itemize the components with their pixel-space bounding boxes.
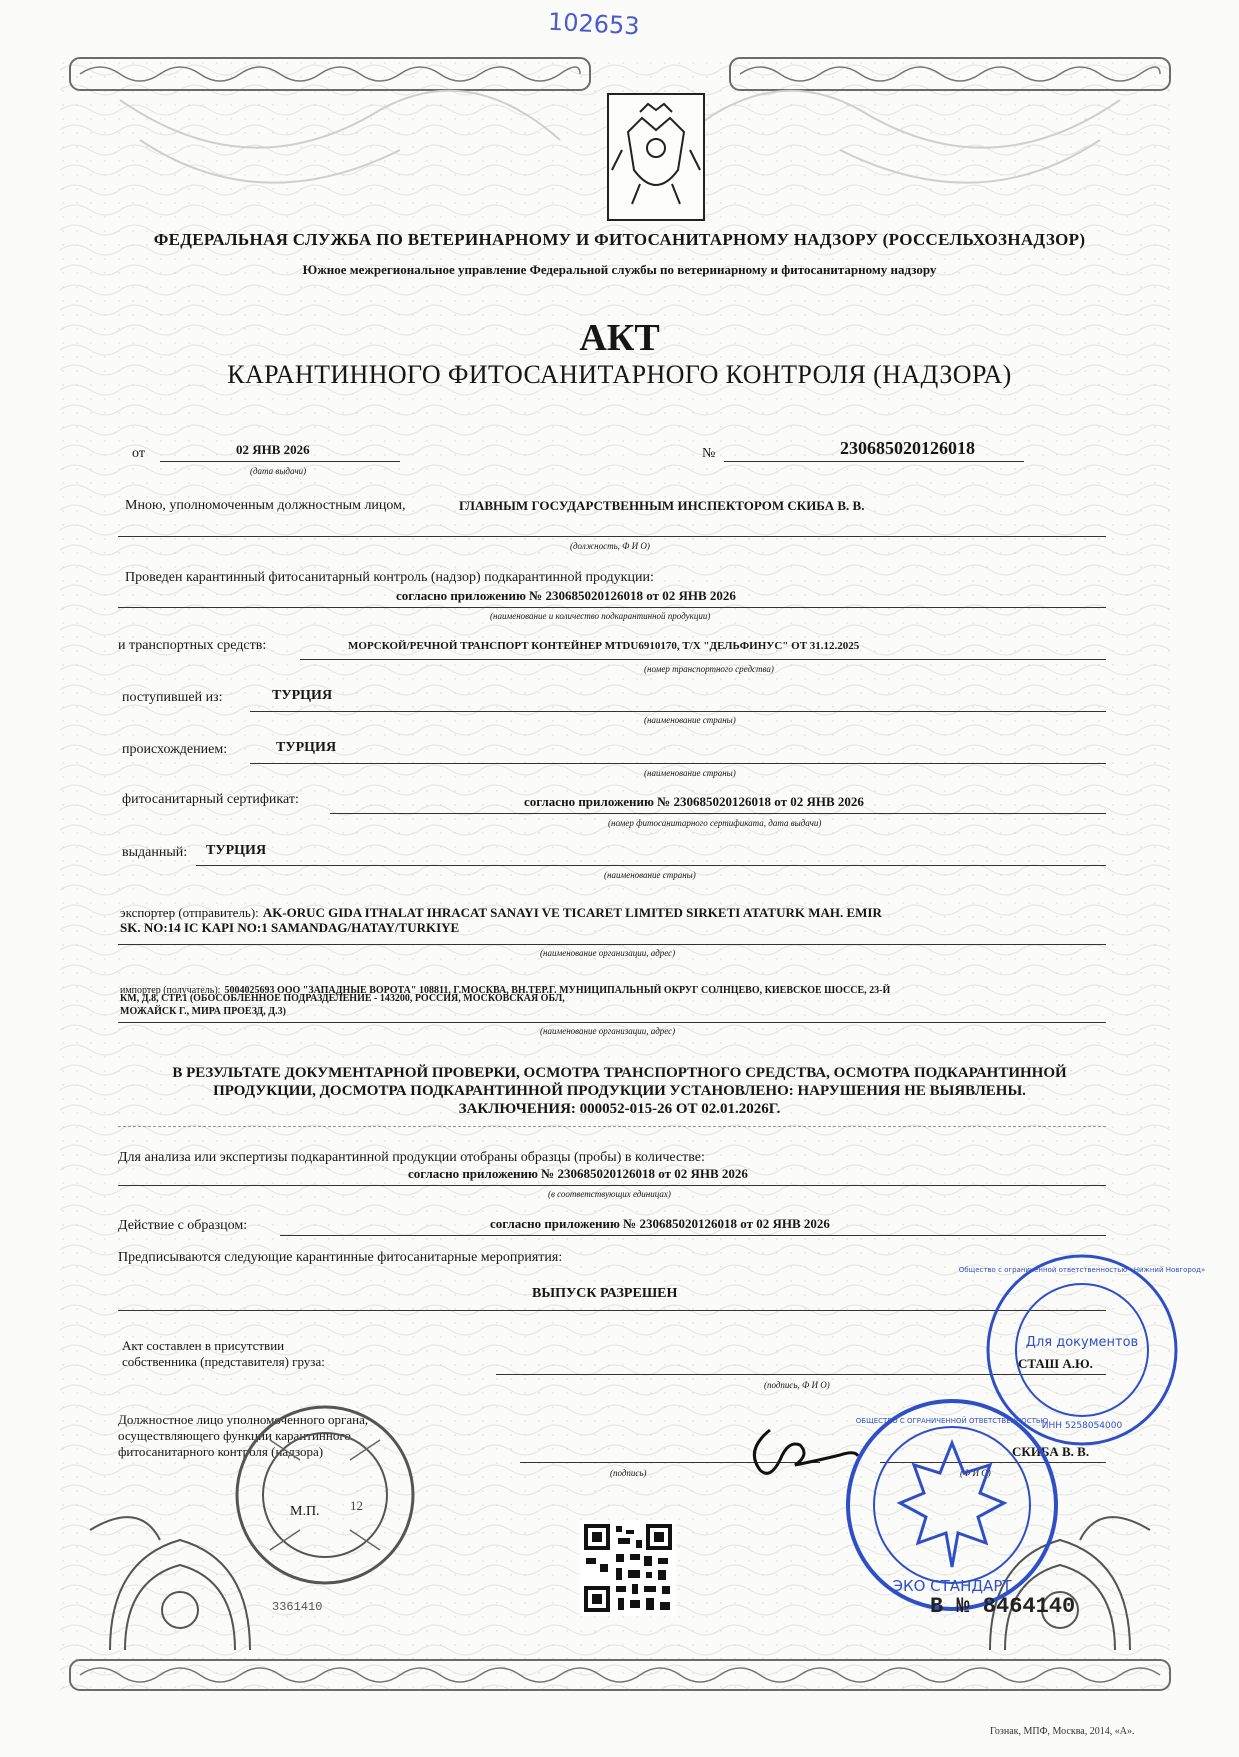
- presence-line2: собственника (представителя) груза:: [122, 1354, 325, 1369]
- date-prefix: от: [132, 446, 145, 461]
- official-value: ГЛАВНЫМ ГОСУДАРСТВЕННЫМ ИНСПЕКТОРОМ СКИБА В. В.: [459, 498, 865, 513]
- official-line1: Должностное лицо уполномоченного органа,: [118, 1412, 369, 1427]
- importer-line3: МОЖАЙСК Г., МИРА ПРОЕЗД, Д.3): [120, 1006, 286, 1017]
- importer-line2: КМ, Д.8, СТР.1 (ОБОСОБЛЕННОЕ ПОДРАЗДЕЛЕНИЕ - 143200, РОССИЯ, МОСКОВСКАЯ ОБЛ,: [120, 993, 565, 1004]
- rsn-round-stamp: [230, 1400, 420, 1590]
- official-name: СКИБА В. В.: [1012, 1444, 1090, 1459]
- control-caption: (наименование и количество подкарантинной продукции): [490, 611, 711, 621]
- certificate-value: согласно приложению № 230685020126018 от 02 ЯНВ 2026: [524, 794, 864, 809]
- issued-label: выданный:: [122, 845, 188, 860]
- qr-code: [580, 1520, 676, 1616]
- measures-value: ВЫПУСК РАЗРЕШЕН: [532, 1286, 678, 1301]
- exporter-label: экспортер (отправитель):: [120, 905, 259, 920]
- date-caption: (дата выдачи): [250, 466, 307, 476]
- blue-stamp-center: Для документов: [1025, 1335, 1139, 1350]
- origin-label: происхождением:: [122, 742, 228, 757]
- issued-value: ТУРЦИЯ: [206, 843, 267, 858]
- result-line1: В РЕЗУЛЬТАТЕ ДОКУМЕНТАРНОЙ ПРОВЕРКИ, ОСМОТРА ТРАНСПОРТНОГО СРЕДСТВА, ОСМОТРА ПОДКАРАНТИННОЙ: [172, 1065, 1067, 1081]
- transport-caption: (номер транспортного средства): [644, 664, 774, 674]
- sample-action-label: Действие с образцом:: [118, 1218, 248, 1233]
- printer-info: Гознак, МПФ, Москва, 2014, «А».: [990, 1726, 1135, 1737]
- official-line3: фитосанитарного контроля (надзора): [118, 1444, 324, 1459]
- importer-label: импортер (получатель):: [120, 985, 221, 996]
- sample-action-value: согласно приложению № 230685020126018 от 02 ЯНВ 2026: [490, 1216, 830, 1231]
- official-label: Мною, уполномоченным должностным лицом,: [125, 498, 406, 513]
- rsn-stamp-number: 12: [350, 1498, 363, 1513]
- measures-label: Предписываются следующие карантинные фитосанитарные мероприятия:: [118, 1250, 563, 1265]
- agency-name: ФЕДЕРАЛЬНАЯ СЛУЖБА ПО ВЕТЕРИНАРНОМУ И ФИТОСАНИТАРНОМУ НАДЗОРУ (РОССЕЛЬХОЗНАДЗОР): [153, 230, 1086, 249]
- importer-line1: 5004025693 ООО "ЗАПАДНЫЕ ВОРОТА" 108811, Г.МОСКВА, ВН.ТЕР.Г. МУНИЦИПАЛЬНЫЙ ОКРУГ СОЛНЦЕВО, КИЕВСКОЕ ШОССЕ, 23-Й: [224, 985, 891, 996]
- small-form-number: 3361410: [272, 1600, 323, 1614]
- act-title: АКТ: [579, 317, 660, 359]
- eco-stamp-text: ОБЩЕСТВО С ОГРАНИЧЕННОЙ ОТВЕТСТВЕННОСТЬЮ: [855, 1417, 1049, 1425]
- maple-leaf-icon: [900, 1443, 1004, 1567]
- transport-value: МОРСКОЙ/РЕЧНОЙ ТРАНСПОРТ КОНТЕЙНЕР MTDU6910170, Т/Х "ДЕЛЬФИНУС" ОТ 31.12.2025: [348, 640, 860, 652]
- samples-label: Для анализа или экспертизы подкарантинной продукции отобраны образцы (пробы) в количестве:: [118, 1150, 705, 1165]
- result-line2: ПРОДУКЦИИ, ДОСМОТРА ПОДКАРАНТИННОЙ ПРОДУКЦИИ УСТАНОВЛЕНО: НАРУШЕНИЯ НЕ ВЫЯВЛЕНЫ.: [213, 1083, 1026, 1099]
- presence-line1: Акт составлен в присутствии: [122, 1338, 285, 1353]
- form-series-number: В № 8464140: [930, 1594, 1076, 1619]
- eco-standard-stamp: [842, 1395, 1062, 1615]
- origin-value: ТУРЦИЯ: [276, 740, 337, 755]
- origin-caption: (наименование страны): [644, 768, 736, 778]
- result-line3: ЗАКЛЮЧЕНИЯ: 000052-015-26 ОТ 02.01.2026Г.: [458, 1101, 781, 1117]
- number-label: №: [702, 446, 716, 461]
- blue-stamp-text: Общество с ограниченной ответственностью «Нижний Новгород»: [958, 1266, 1206, 1274]
- blue-stamp-inn: ИНН 5258054000: [1041, 1421, 1123, 1431]
- importer-caption: (наименование организации, адрес): [540, 1026, 676, 1036]
- from-label: поступившей из:: [122, 690, 223, 705]
- agency-division: Южное межрегиональное управление Федеральной службы по ветеринарному и фитосанитарному надзору: [302, 262, 937, 277]
- handwritten-number: 102653: [547, 7, 641, 41]
- certificate-caption: (номер фитосанитарного сертификата, дата выдачи): [608, 818, 822, 828]
- eco-stamp-name: ЭКО СТАНДАРТ: [892, 1577, 1012, 1595]
- coat-of-arms-emblem: [608, 94, 704, 220]
- act-number: 230685020126018: [840, 438, 975, 458]
- exporter-caption: (наименование организации, адрес): [540, 948, 676, 958]
- fio-caption: (Ф И О): [960, 1468, 991, 1478]
- act-date: 02 ЯНВ 2026: [236, 442, 310, 457]
- from-caption: (наименование страны): [644, 715, 736, 725]
- signature-caption: (подпись): [610, 1468, 647, 1478]
- issued-caption: (наименование страны): [604, 870, 696, 880]
- presence-caption: (подпись, Ф И О): [764, 1380, 830, 1390]
- official-caption: (должность, Ф И О): [570, 541, 650, 551]
- samples-value: согласно приложению № 230685020126018 от 02 ЯНВ 2026: [408, 1166, 748, 1181]
- control-value: согласно приложению № 230685020126018 от 02 ЯНВ 2026: [396, 588, 736, 603]
- samples-caption: (в соответствующих единицах): [548, 1189, 671, 1199]
- control-label: Проведен карантинный фитосанитарный контроль (надзор) подкарантинной продукции:: [125, 570, 654, 585]
- presence-name: СТАШ А.Ю.: [1018, 1356, 1093, 1371]
- official-line2: осуществляющего функции карантинного: [118, 1428, 351, 1443]
- exporter-line2: SK. NO:14 IC KAPI NO:1 SAMANDAG/HATAY/TURKIYE: [120, 920, 460, 935]
- from-value: ТУРЦИЯ: [272, 688, 333, 703]
- act-subtitle: КАРАНТИННОГО ФИТОСАНИТАРНОГО КОНТРОЛЯ (НАДЗОРА): [227, 360, 1012, 389]
- certificate-label: фитосанитарный сертификат:: [122, 792, 299, 807]
- mp-label: М.П.: [290, 1504, 320, 1519]
- exporter-line1: AK-ORUC GIDA ITHALAT IHRACAT SANAYI VE TICARET LIMITED SIRKETI ATATURK MAH. EMIR: [262, 905, 882, 920]
- transport-label: и транспортных средств:: [118, 638, 267, 653]
